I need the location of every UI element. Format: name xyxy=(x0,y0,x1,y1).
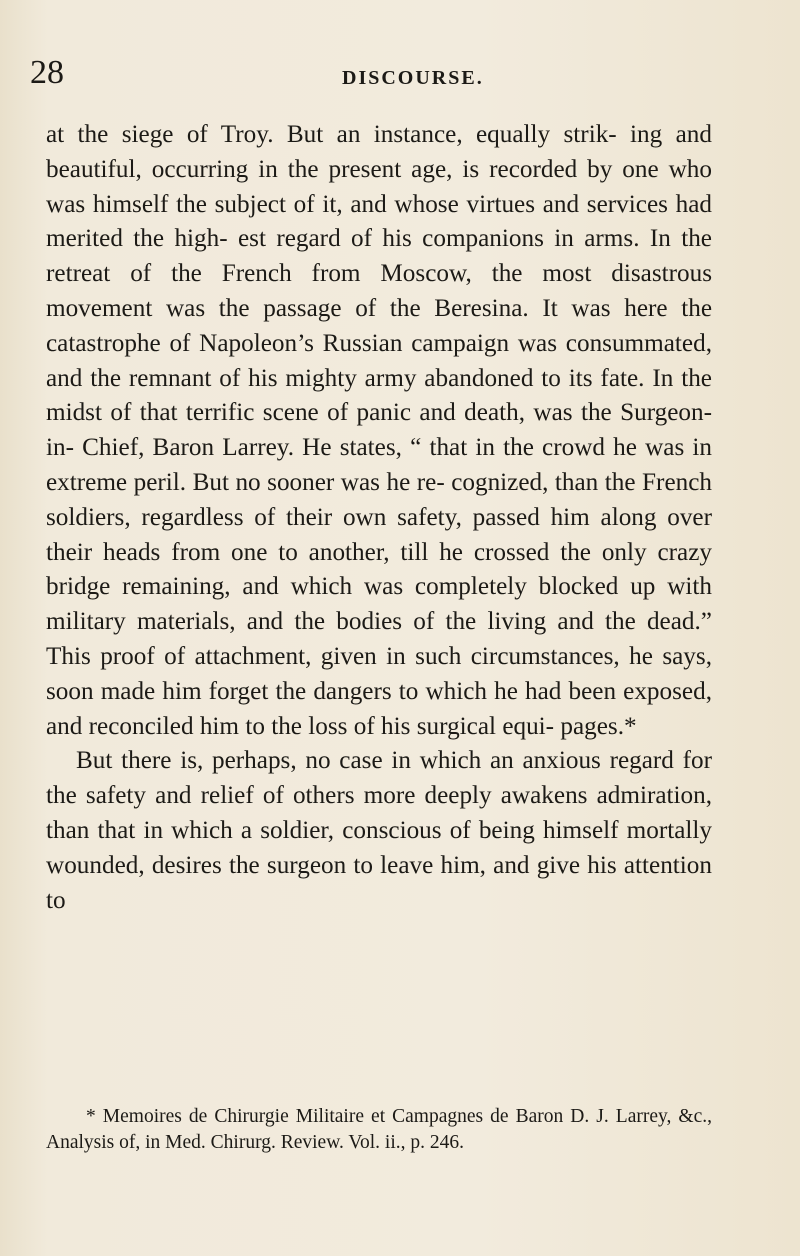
paragraph-1: at the siege of Troy. But an instance, equally strik- ing and beautiful, occurring in the present age, is recorded by one who was himself the subject of it, and whose virtues and services had merited the high- est regard of his companions in arms. In the retreat of the French from Moscow, the most disastrous movement was the passage of the Beresina. It was here the catastrophe of Napoleon’s Russian campaign was consummated, and the remnant of his mighty army abandoned to its fate. In the midst of that terrific scene of panic and death, was the Surgeon-in- Chief, Baron Larrey. He states, “ that in the crowd he was in extreme peril. But no sooner was he re- cognized, than the French soldiers, regardless of their own safety, passed him along over their heads from one to another, till he crossed the only crazy bridge remaining, and which was completely blocked up with military materials, and the bodies of the living and the dead.” This proof of attachment, given in such circumstances, he says, soon made him forget the dangers to which he had been exposed, and reconciled him to the loss of his surgical equi- pages.* xyxy=(46,121,712,740)
body-text xyxy=(46,118,712,918)
page-number: 28 xyxy=(30,54,64,91)
footnote-text: * Memoires de Chirurgie Militaire et Campagnes de Baron D. J. Larrey, &c., Analysis of, in Med. Chirurg. Review. Vol. ii., p. 246. xyxy=(46,1106,712,1153)
running-head: DISCOURSE. xyxy=(342,67,484,89)
paragraph-2: But there is, perhaps, no case in which an anxious regard for the safety and relief of others more deeply awakens admiration, than that in which a soldier, conscious of being himself mortally wounded, desires the surgeon to leave him, and give his attention to xyxy=(46,747,712,914)
footnote xyxy=(46,1104,712,1156)
